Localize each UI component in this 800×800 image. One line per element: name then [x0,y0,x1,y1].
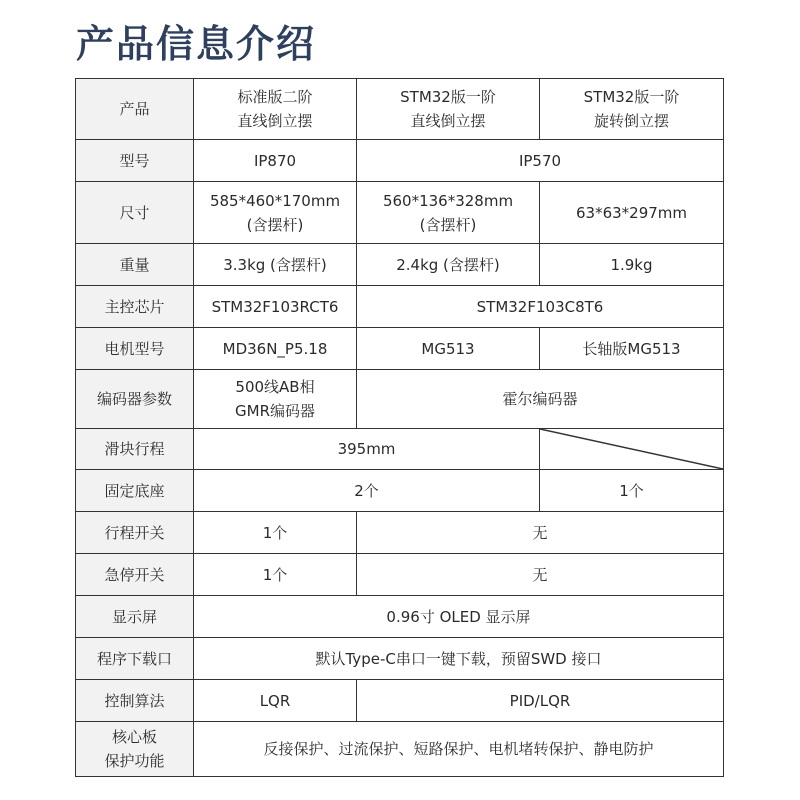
cell-value: 默认Type-C串口一键下载，预留SWD 接口 [194,638,724,680]
row-label: 电机型号 [76,328,194,370]
row-label: 急停开关 [76,554,194,596]
cell-value: 1.9kg [540,244,724,286]
cell-value: STM32F103RCT6 [194,286,357,328]
row-label: 核心板 保护功能 [76,722,194,777]
table-row-weight [76,244,724,286]
table-row-size [76,182,724,244]
cell-value: MD36N_P5.18 [194,328,357,370]
cell-value: 63*63*297mm [540,182,724,244]
cell-value: 500线AB相 GMR编码器 [194,370,357,429]
row-label: 行程开关 [76,512,194,554]
cell-value: 无 [357,512,724,554]
row-label: 重量 [76,244,194,286]
row-label: 型号 [76,140,194,182]
cell-value: STM32F103C8T6 [357,286,724,328]
header-col-stm32-linear: STM32版一阶 直线倒立摆 [357,79,540,140]
row-label: 主控芯片 [76,286,194,328]
cell-value: PID/LQR [357,680,724,722]
cell-value: 1个 [194,554,357,596]
cell-value: 2个 [194,470,540,512]
cell-value: LQR [194,680,357,722]
header-product-label: 产品 [76,79,194,140]
cell-value: 3.3kg (含摆杆) [194,244,357,286]
empty-diagonal-cell [540,429,724,470]
row-label: 尺寸 [76,182,194,244]
table-row-estop [76,554,724,596]
cell-value: 395mm [194,429,540,470]
row-label: 控制算法 [76,680,194,722]
cell-value: 560*136*328mm (含摆杆) [357,182,540,244]
table-row-limit-switch [76,512,724,554]
cell-value: 反接保护、过流保护、短路保护、电机堵转保护、静电防护 [194,722,724,777]
cell-value: 585*460*170mm (含摆杆) [194,182,357,244]
diagonal-line [540,429,723,469]
cell-value: MG513 [357,328,540,370]
header-col-standard: 标准版二阶 直线倒立摆 [194,79,357,140]
row-label: 滑块行程 [76,429,194,470]
table-row-display [76,596,724,638]
header-col-stm32-rotary: STM32版一阶 旋转倒立摆 [540,79,724,140]
cell-value: 1个 [194,512,357,554]
row-label: 编码器参数 [76,370,194,429]
row-label: 显示屏 [76,596,194,638]
table-row-stroke [76,429,724,470]
table-row-base [76,470,724,512]
table-row-model [76,140,724,182]
table-row-algorithm [76,680,724,722]
table-row-mcu [76,286,724,328]
table-row-protection [76,722,724,777]
table-row-motor [76,328,724,370]
cell-value: 0.96寸 OLED 显示屏 [194,596,724,638]
cell-value: IP570 [357,140,724,182]
spec-table [75,78,724,777]
cell-value: 无 [357,554,724,596]
row-label: 固定底座 [76,470,194,512]
row-label: 程序下载口 [76,638,194,680]
table-row-header [76,79,724,140]
page-title: 产品信息介绍 [76,22,317,66]
table-row-download [76,638,724,680]
cell-value: IP870 [194,140,357,182]
cell-value: 2.4kg (含摆杆) [357,244,540,286]
table-row-encoder [76,370,724,429]
cell-value: 霍尔编码器 [357,370,724,429]
cell-value: 长轴版MG513 [540,328,724,370]
cell-value: 1个 [540,470,724,512]
